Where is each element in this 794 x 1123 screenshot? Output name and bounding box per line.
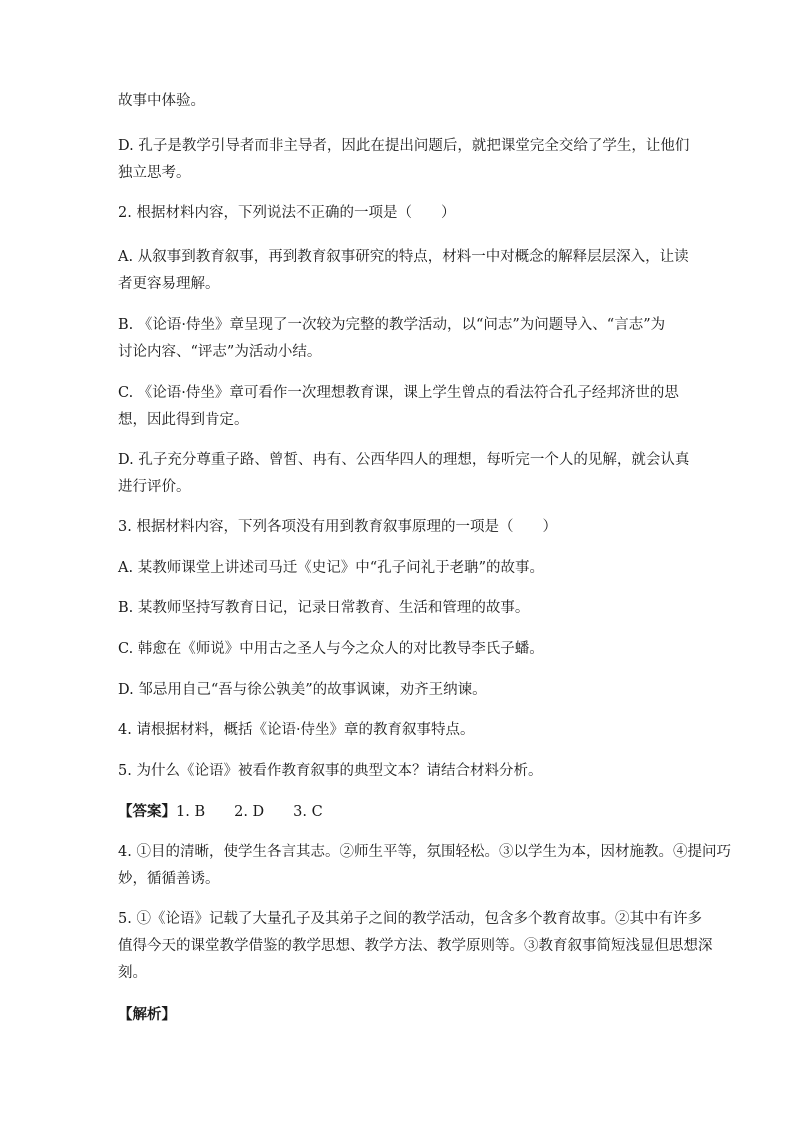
question-5: 5. 为什么《论语》被看作教育叙事的典型文本？请结合材料分析。: [118, 763, 543, 779]
option-c-q3: C. 韩愈在《师说》中用古之圣人与今之众人的对比教导李氏子蟠。: [118, 641, 544, 657]
option-b-q3: B. 某教师坚持写教育日记，记录日常教育、生活和管理的故事。: [118, 600, 530, 616]
question-2: 2. 根据材料内容，下列说法不正确的一项是（ ）: [118, 205, 456, 221]
answer-tag: 【答案】: [118, 803, 176, 820]
question-3: 3. 根据材料内容，下列各项没有用到教育叙事原理的一项是（ ）: [118, 519, 557, 535]
option-c-q2: C. 《论语·侍坐》章可看作一次理想教育课，课上学生曾点的看法符合孔子经邦济世的思 想，因此得到肯定。: [118, 385, 679, 428]
answer-line: [118, 798, 678, 826]
analysis-heading: [118, 1001, 678, 1029]
option-d-q3: D. 邹忌用自己“吾与徐公孰美”的故事讽谏，劝齐王纳谏。: [118, 682, 487, 698]
question-4: 4. 请根据材料，概括《论语·侍坐》章的教育叙事特点。: [118, 722, 475, 738]
paragraph-continuation: 故事中体验。: [118, 93, 205, 109]
option-b-q2: B. 《论语·侍坐》章呈现了一次较为完整的教学活动，以“问志”为问题导入、“言志”为 讨论内容、“评志”为活动小结。: [118, 317, 666, 360]
option-d-q2: D. 孔子充分尊重子路、曾皙、冉有、公西华四人的理想，每听完一个人的见解，就会认真 进行评价。: [118, 452, 690, 495]
answer-5: 5. ①《论语》记载了大量孔子及其弟子之间的教学活动，包含多个教育故事。②其中有许多 值得今天的课堂教学借鉴的教学思想、教学方法、教学原则等。③教育叙事简短浅显但思想深 刻。: [118, 911, 713, 981]
answer-text: 1. B 2. D 3. C: [176, 804, 323, 820]
option-a-q3: A. 某教师课堂上讲述司马迁《史记》中“孔子问礼于老聃”的故事。: [118, 560, 545, 576]
option-a-q2: A. 从叙事到教育叙事，再到教育叙事研究的特点，材料一中对概念的解释层层深入，让读 者更容易理解。: [118, 249, 689, 292]
answer-4: 4. ①目的清晰，使学生各言其志。②师生平等，氛围轻松。③以学生为本，因材施教。④提问巧 妙，循循善诱。: [118, 844, 731, 887]
option-d-q1: D. 孔子是教学引导者而非主导者，因此在提出问题后，就把课堂完全交给了学生，让他们 独立思考。: [118, 138, 690, 181]
analysis-tag: 【解析】: [118, 1006, 176, 1023]
